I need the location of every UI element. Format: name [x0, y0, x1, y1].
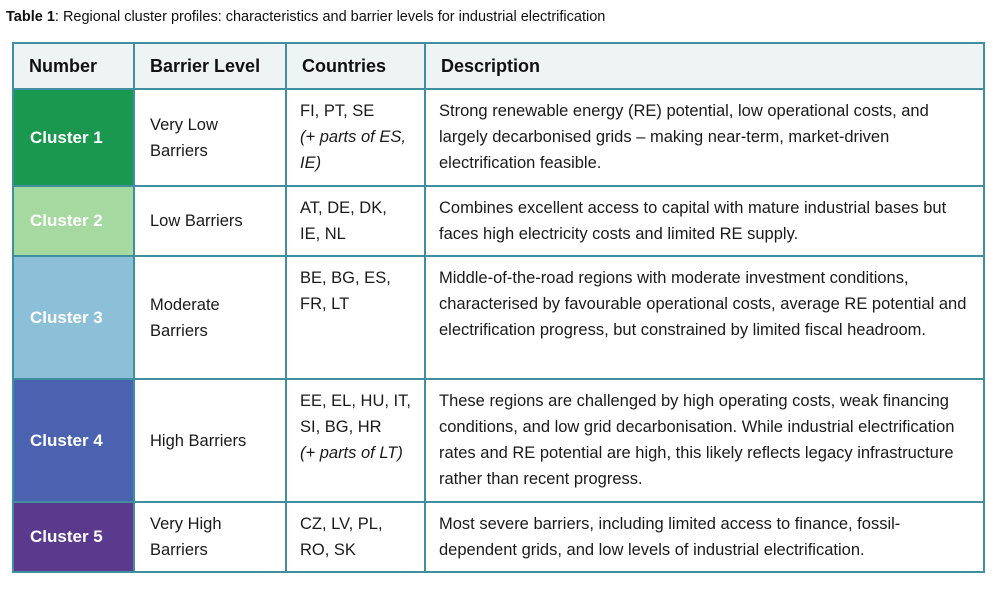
table-caption: [6, 9, 605, 25]
table-row: [13, 502, 984, 572]
countries-list: EE, EL, HU, IT, SI, BG, HR: [300, 392, 411, 436]
description-cell: These regions are challenged by high operating costs, weak financing conditions, and low grid decarbonisation. While industrial electrification rates and RE potential are high, this likely reflects legacy infrastructure rather than recent progress.: [425, 379, 984, 502]
cluster-table: [12, 42, 985, 573]
countries-cell: [286, 502, 425, 572]
barrier-level-cell: High Barriers: [134, 379, 286, 502]
table-row: [13, 89, 984, 186]
table-row: [13, 379, 984, 502]
table-row: [13, 256, 984, 379]
description-cell: Most severe barriers, including limited access to finance, fossil-dependent grids, and low levels of industrial electrification.: [425, 502, 984, 572]
description-cell: Combines excellent access to capital with mature industrial bases but faces high electricity costs and limited RE supply.: [425, 186, 984, 256]
countries-list: BE, BG, ES, FR, LT: [300, 269, 391, 313]
description-cell: Middle-of-the-road regions with moderate investment conditions, characterised by favourable operational costs, average RE potential and electrification progress, but constrained by limited fiscal headroom.: [425, 256, 984, 379]
cluster-cell: Cluster 3: [13, 256, 134, 379]
table-header-row: [13, 43, 984, 89]
header-countries: Countries: [286, 43, 425, 89]
countries-list: FI, PT, SE: [300, 102, 375, 120]
barrier-level-cell: Low Barriers: [134, 186, 286, 256]
countries-note: (+ parts of LT): [300, 444, 403, 462]
description-cell: Strong renewable energy (RE) potential, low operational costs, and largely decarbonised grids – making near-term, market-driven electrification feasible.: [425, 89, 984, 186]
countries-list: AT, DE, DK, IE, NL: [300, 199, 387, 243]
countries-cell: [286, 256, 425, 379]
header-number: Number: [13, 43, 134, 89]
countries-cell: [286, 186, 425, 256]
countries-note: (+ parts of ES, IE): [300, 128, 406, 172]
countries-list: CZ, LV, PL, RO, SK: [300, 515, 383, 559]
table-row: [13, 186, 984, 256]
table-caption-label: Table 1: [6, 9, 55, 25]
cluster-cell: Cluster 2: [13, 186, 134, 256]
barrier-level-cell: Moderate Barriers: [134, 256, 286, 379]
barrier-level-cell: Very Low Barriers: [134, 89, 286, 186]
cluster-cell: Cluster 4: [13, 379, 134, 502]
table-caption-text: : Regional cluster profiles: characteristics and barrier levels for industrial electrification: [54, 9, 606, 25]
countries-cell: [286, 379, 425, 502]
header-barrier-level: Barrier Level: [134, 43, 286, 89]
cluster-cell: Cluster 1: [13, 89, 134, 186]
header-description: Description: [425, 43, 984, 89]
barrier-level-cell: Very High Barriers: [134, 502, 286, 572]
countries-cell: [286, 89, 425, 186]
cluster-cell: Cluster 5: [13, 502, 134, 572]
